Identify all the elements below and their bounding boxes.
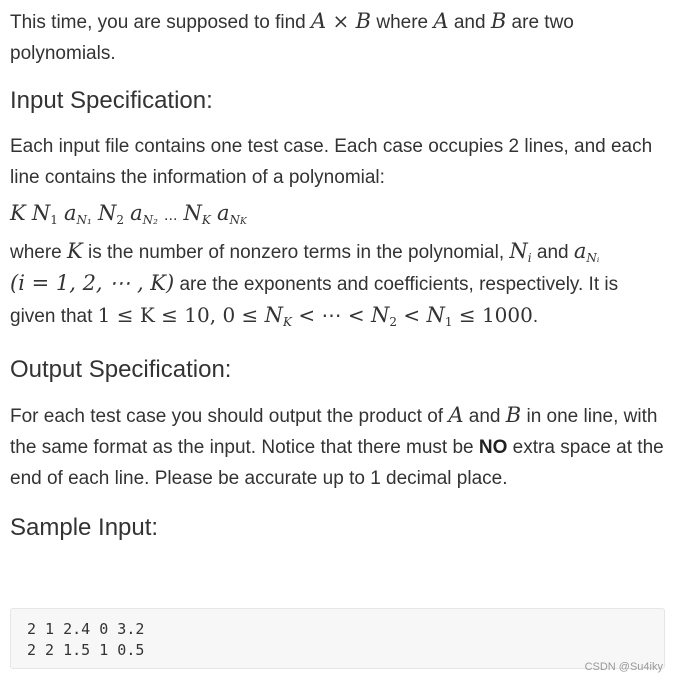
text: extra space at the end of each line. Please be accurate up to 1 decimal place. <box>10 437 664 489</box>
math-a: A <box>433 9 449 33</box>
math-n2: N <box>370 303 390 327</box>
text: . <box>532 306 539 327</box>
text: is the number of nonzero terms in the polynomial, <box>82 242 510 263</box>
formula-a2-sub: N₂ <box>142 213 158 227</box>
watermark: CSDN @Su4iky <box>584 661 663 673</box>
input-format-formula <box>10 195 667 234</box>
math-constraint: < ⋯ < <box>292 303 371 327</box>
math-times: × <box>326 9 356 33</box>
formula-a1-sub: N₁ <box>76 213 92 227</box>
math-b: B <box>490 9 507 33</box>
text: are the exponents and coefficients, respectively. It is given that <box>10 274 619 327</box>
output-spec-paragraph <box>10 400 667 494</box>
formula-nk-sub: K <box>201 213 211 227</box>
math-n1: N <box>426 303 445 327</box>
formula-n1: N <box>31 201 51 225</box>
text: where <box>10 242 68 263</box>
formula-ak: a <box>216 201 230 225</box>
math-b: B <box>355 9 372 33</box>
math-constraint: 1 ≤ K ≤ 10, 0 ≤ <box>97 303 265 327</box>
text: For each test case you should output the product of <box>10 406 449 427</box>
math-ni-sub: i <box>527 251 532 265</box>
intro-text: are two polynomials. <box>10 12 574 64</box>
math-constraint: < <box>396 303 427 327</box>
formula-n1-sub: 1 <box>50 213 58 227</box>
formula-ak-sub-k: K <box>240 217 247 227</box>
math-nk-sub: K <box>283 315 292 329</box>
math-a: A <box>448 403 464 427</box>
problem-statement <box>10 6 667 562</box>
output-spec-heading: Output Specification: <box>10 356 232 383</box>
text: and <box>531 242 574 263</box>
formula-nk: N <box>183 201 202 225</box>
sample-input-code-block <box>10 608 665 669</box>
text: in one line, with the same format as the input. Notice that there must be <box>10 406 658 458</box>
formula-ak-sub-n: N <box>229 213 241 227</box>
math-index-range: (i = 1, 2, ⋯ , K) <box>10 271 175 295</box>
math-constraint: ≤ 1000 <box>452 303 533 327</box>
intro-text: where <box>371 12 434 33</box>
formula-n2: N <box>97 201 117 225</box>
math-ani-sub: Nᵢ <box>586 251 600 265</box>
math-nk: N <box>264 303 284 327</box>
math-ani: a <box>573 239 587 263</box>
math-n2-sub: 2 <box>389 315 397 329</box>
math-a: A <box>311 9 327 33</box>
input-spec-definitions <box>10 236 667 332</box>
intro-paragraph <box>10 6 667 69</box>
text: and <box>463 406 506 427</box>
math-k: K <box>67 239 83 263</box>
formula-ak-sub <box>230 213 247 227</box>
code-line-2: 2 2 1.5 1 0.5 <box>27 641 145 659</box>
formula-k: K <box>10 201 26 225</box>
math-b: B <box>505 403 522 427</box>
math-ni: N <box>509 239 528 263</box>
formula-n2-sub: 2 <box>116 213 124 227</box>
code-line-1: 2 1 2.4 0 3.2 <box>27 620 145 638</box>
emphasis-no: NO <box>478 437 508 458</box>
formula-a1: a <box>63 201 77 225</box>
math-n1-sub: 1 <box>444 315 453 329</box>
formula-a2: a <box>130 201 143 225</box>
intro-text: and <box>448 12 491 33</box>
input-spec-heading: Input Specification: <box>10 87 213 114</box>
sample-input-heading: Sample Input: <box>10 514 159 541</box>
formula-dots: ... <box>164 207 178 224</box>
input-spec-paragraph: Each input file contains one test case. Each case occupies 2 lines, and each line contains the information of a polynomial: <box>10 136 653 188</box>
intro-text: This time, you are supposed to find <box>10 12 311 33</box>
